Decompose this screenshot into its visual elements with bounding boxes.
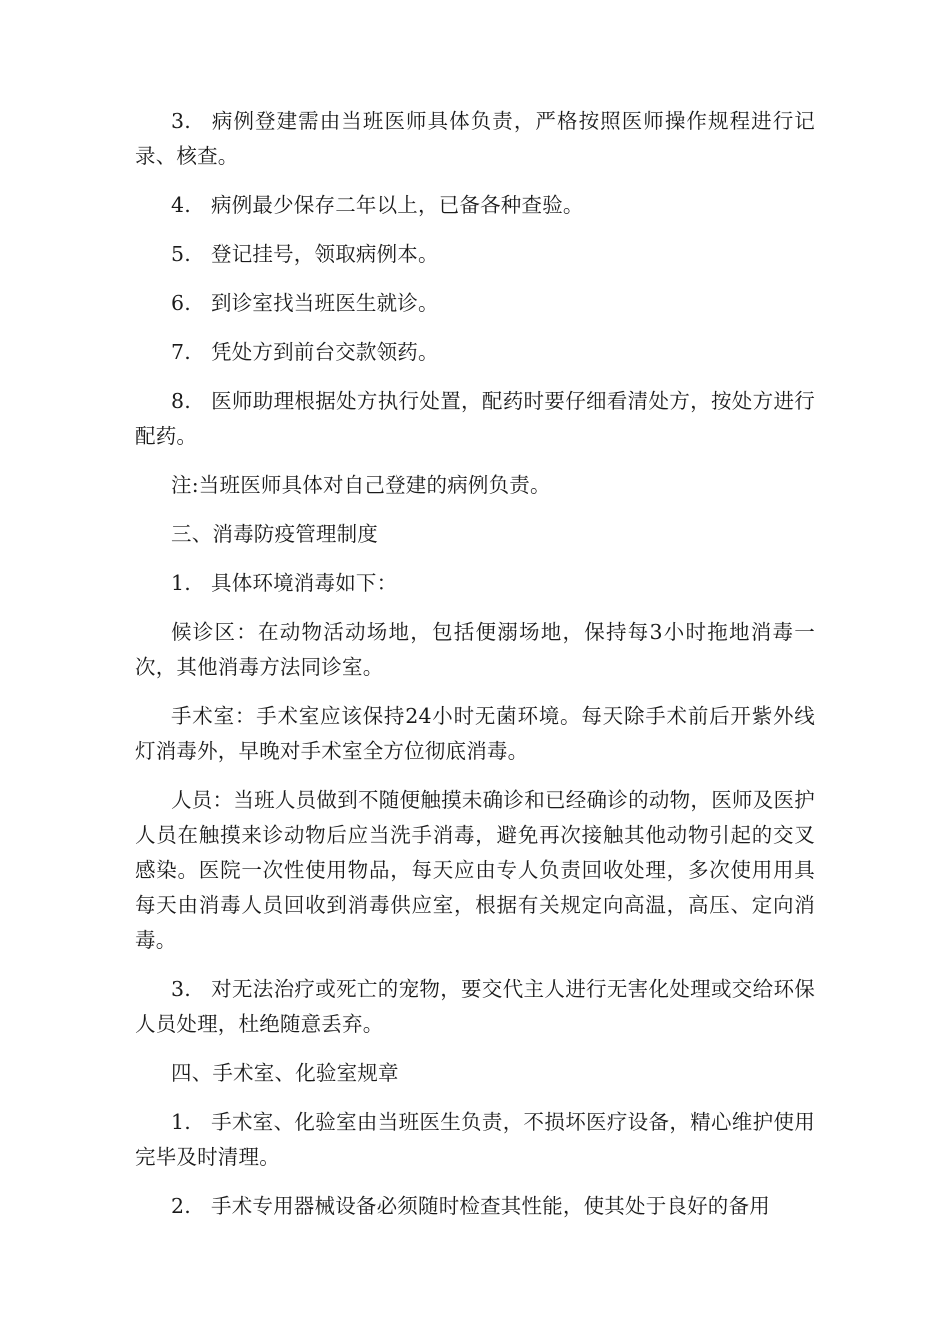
paragraph-text: 凭处方到前台交款领药。 (211, 340, 439, 364)
paragraph-text: 手术专用器械设备必须随时检查其性能，使其处于良好的备用 (211, 1194, 770, 1218)
paragraph-item-7 (135, 335, 815, 370)
paragraph-operating-room (135, 699, 815, 769)
item-number: 3. (171, 109, 191, 133)
section-heading-text: 四、手术室、化验室规章 (171, 1061, 399, 1085)
paragraph-text: 注:当班医师具体对自己登建的病例负责。 (171, 473, 551, 497)
paragraph-text: 对无法治疗或死亡的宠物，要交代主人进行无害化处理或交给环保人员处理，杜绝随意丢弃。 (135, 977, 815, 1036)
paragraph-waiting-area (135, 615, 815, 685)
paragraph-item-3-disposal (135, 972, 815, 1042)
section-heading-text: 三、消毒防疫管理制度 (171, 522, 378, 546)
paragraph-item-3 (135, 104, 815, 174)
paragraph-text: 手术室：手术室应该保持24小时无菌环境。每天除手术前后开紫外线灯消毒外，早晚对手术室全方位彻底消毒。 (135, 704, 815, 763)
paragraph-note (135, 468, 815, 503)
item-number: 1. (171, 1110, 191, 1134)
item-number: 5. (171, 242, 191, 266)
paragraph-text: 手术室、化验室由当班医生负责，不损坏医疗设备，精心维护使用完毕及时清理。 (135, 1110, 815, 1169)
paragraph-text: 登记挂号，领取病例本。 (211, 242, 439, 266)
paragraph-item-8 (135, 384, 815, 454)
paragraph-text: 候诊区：在动物活动场地，包括便溺场地，保持每3小时拖地消毒一次，其他消毒方法同诊室。 (135, 620, 815, 679)
item-number: 7. (171, 340, 191, 364)
paragraph-text: 病例登建需由当班医师具体负责，严格按照医师操作规程进行记录、核查。 (135, 109, 815, 168)
paragraph-item-6 (135, 286, 815, 321)
item-number: 3. (171, 977, 191, 1001)
item-number: 8. (171, 389, 191, 413)
paragraph-personnel (135, 783, 815, 958)
paragraph-item-1 (135, 566, 815, 601)
item-number: 2. (171, 1194, 191, 1218)
section-heading-surgery-lab (135, 1056, 815, 1091)
item-number: 1. (171, 571, 191, 595)
document-body (135, 104, 815, 1238)
paragraph-text: 病例最少保存二年以上，已备各种查验。 (211, 193, 584, 217)
paragraph-text: 人员：当班人员做到不随便触摸未确诊和已经确诊的动物，医师及医护人员在触摸来诊动物后应当洗手消毒，避免再次接触其他动物引起的交叉感染。医院一次性使用物品，每天应由专人负责回收处理，多次使用用具每天由消毒人员回收到消毒供应室，根据有关规定向高温，高压、定向消毒。 (135, 788, 815, 952)
item-number: 6. (171, 291, 191, 315)
paragraph-item-1-lab (135, 1105, 815, 1175)
paragraph-text: 到诊室找当班医生就诊。 (211, 291, 439, 315)
paragraph-item-2-lab (135, 1189, 815, 1224)
paragraph-text: 具体环境消毒如下： (211, 571, 398, 595)
paragraph-item-5 (135, 237, 815, 272)
paragraph-text: 医师助理根据处方执行处置，配药时要仔细看清处方，按处方进行配药。 (135, 389, 815, 448)
paragraph-item-4 (135, 188, 815, 223)
section-heading-disinfection (135, 517, 815, 552)
item-number: 4. (171, 193, 191, 217)
